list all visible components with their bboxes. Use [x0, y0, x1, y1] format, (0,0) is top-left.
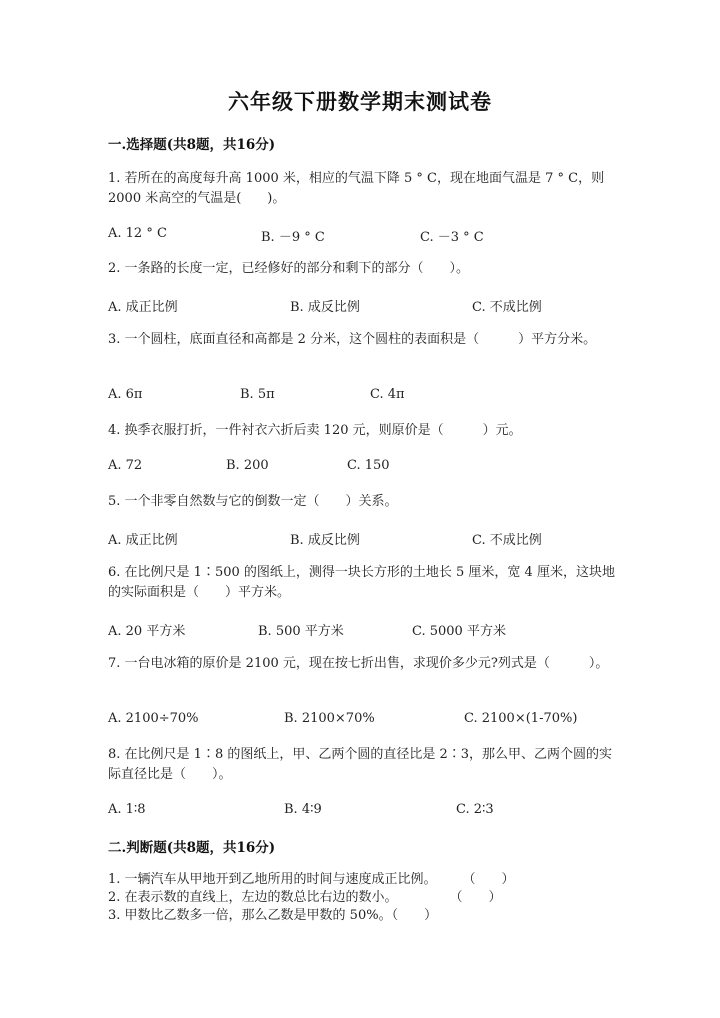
question-1-option-c: C. －3 ° C [420, 230, 484, 245]
judgment-1: 1. 一辆汽车从甲地开到乙地所用的时间与速度成正比例。 （ ） [108, 872, 515, 887]
question-4-option-b: B. 200 [226, 458, 269, 473]
page-title: 六年级下册数学期末测试卷 [228, 89, 492, 114]
question-3-option-b: B. 5π [240, 387, 275, 402]
question-1: 1. 若所在的高度每升高 1000 米，相应的气温下降 5 ° C，现在地面气温是 7 ° C，则 2000 米高空的气温是( )。 [108, 171, 605, 206]
question-5-option-a: A. 成正比例 [108, 533, 178, 548]
question-7-option-a: A. 2100÷70% [108, 711, 199, 726]
question-5-option-c: C. 不成比例 [472, 533, 542, 548]
question-6: 6. 在比例尺是 1∶500 的图纸上，测得一块长方形的土地长 5 厘米，宽 4 厘米，这块地的实际面积是（ ）平方米。 [108, 565, 615, 600]
judgment-2: 2. 在表示数的直线上，左边的数总比右边的数小。 （ ） [108, 890, 502, 905]
question-3: 3. 一个圆柱，底面直径和高都是 2 分米，这个圆柱的表面积是（ ）平方分米。 [108, 332, 597, 347]
question-1-option-a: A. 12 ° C [108, 226, 167, 241]
question-8-option-b: B. 4∶9 [284, 802, 322, 817]
question-2-option-a: A. 成正比例 [108, 300, 178, 315]
question-8: 8. 在比例尺是 1∶8 的图纸上，甲、乙两个圆的直径比是 2∶3，那么甲、乙两个圆的实际直径比是（ ）。 [108, 747, 613, 782]
question-2-option-b: B. 成反比例 [290, 300, 360, 315]
question-4-option-c: C. 150 [347, 458, 390, 473]
question-5-option-b: B. 成反比例 [290, 533, 360, 548]
question-6-option-c: C. 5000 平方米 [412, 624, 506, 639]
question-8-option-a: A. 1∶8 [108, 802, 146, 817]
section-heading-judgment: 二.判断题(共8题，共16分) [108, 840, 276, 856]
question-1-option-b: B. －9 ° C [261, 230, 325, 245]
judgment-3: 3. 甲数比乙数多一倍，那么乙数是甲数的 50%。（ ） [108, 908, 438, 923]
question-4-option-a: A. 72 [108, 458, 143, 473]
question-6-option-a: A. 20 平方米 [108, 624, 186, 639]
question-2-option-c: C. 不成比例 [472, 300, 542, 315]
section-heading-choice: 一.选择题(共8题，共16分) [108, 137, 276, 153]
question-7-option-c: C. 2100×(1-70%) [464, 711, 578, 726]
question-7: 7. 一台电冰箱的原价是 2100 元，现在按七折出售，求现价多少元?列式是（ ）。 [108, 656, 609, 671]
question-3-option-c: C. 4π [370, 387, 405, 402]
question-2: 2. 一条路的长度一定，已经修好的部分和剩下的部分（ ）。 [108, 261, 470, 276]
question-3-option-a: A. 6π [108, 387, 143, 402]
question-5: 5. 一个非零自然数与它的倒数一定（ ）关系。 [108, 494, 398, 509]
question-7-option-b: B. 2100×70% [284, 711, 375, 726]
question-4: 4. 换季衣服打折，一件衬衣六折后卖 120 元，则原价是（ ）元。 [108, 423, 522, 438]
question-8-option-c: C. 2∶3 [456, 802, 494, 817]
question-6-option-b: B. 500 平方米 [258, 624, 344, 639]
